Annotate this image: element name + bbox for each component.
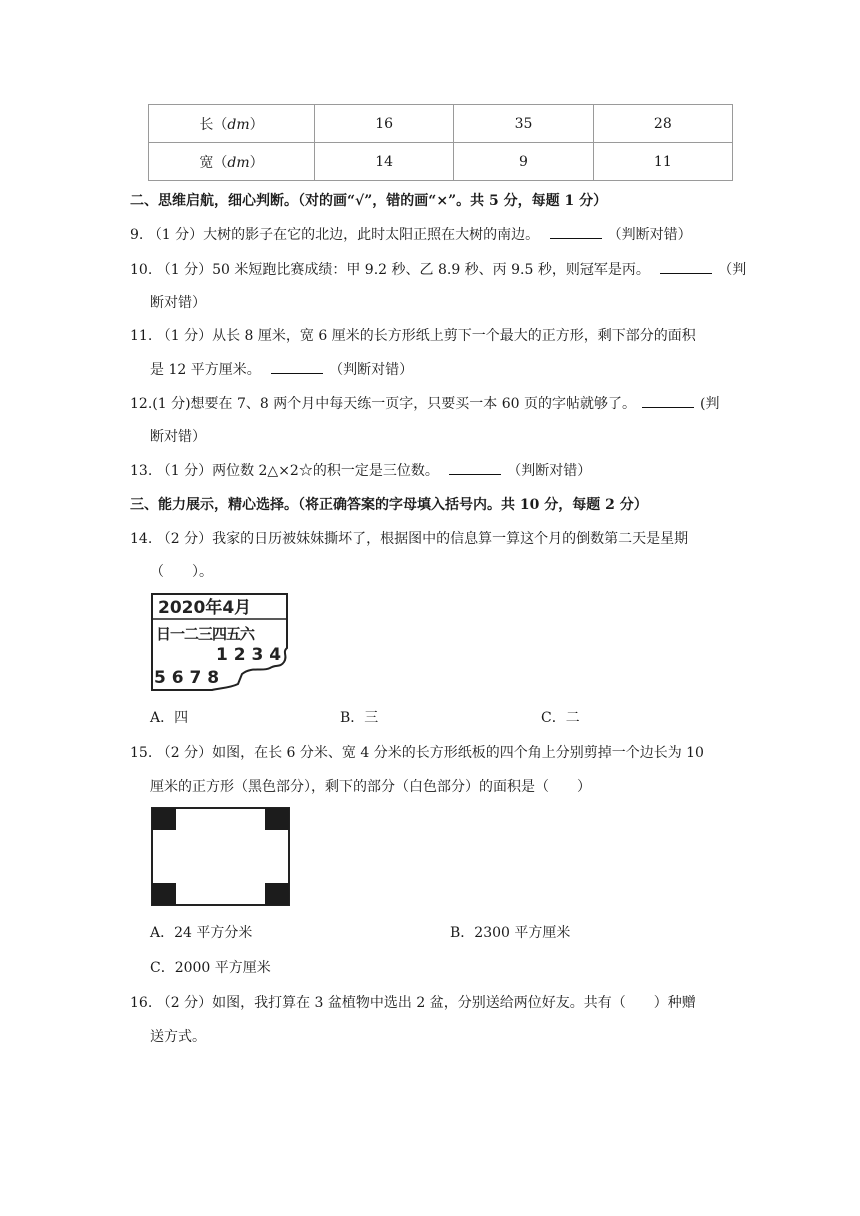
question-number: 15. (130, 745, 153, 761)
unit-label: dm (227, 154, 250, 171)
row-header: 长（dm） (149, 105, 315, 143)
question-text: 50 米短跑比赛成绩：甲 9.2 秒、乙 8.9 秒、丙 9.5 秒，则冠军是丙。 (212, 262, 650, 278)
question-number: 16. (130, 995, 153, 1011)
option-b[interactable]: B．2300 平方厘米 (450, 925, 571, 941)
answer-blank[interactable] (642, 395, 694, 408)
question-hint: （判断对错） (507, 463, 592, 479)
question-hint: （判断对错） (607, 227, 692, 243)
calendar-weekdays: 日一二三四五六 (156, 625, 255, 643)
question-text: 我家的日历被妹妹撕坏了，根据图中的信息算一算这个月的倒数第二天是星期 (212, 531, 689, 547)
option-c[interactable]: C．二 (541, 710, 580, 726)
option-a[interactable]: A．四 (150, 710, 189, 726)
row-label: 长 (199, 116, 214, 133)
question-text: 是 12 平方厘米。 (150, 362, 261, 378)
question-13 (130, 460, 591, 480)
corner-square-bottom-left (152, 883, 176, 905)
question-text: 想要在 7、8 两个月中每天练一页字，只要买一本 60 页的字帖就够了。 (190, 396, 636, 412)
question-9 (130, 224, 692, 244)
question-score: （2 分） (156, 531, 213, 547)
corner-square-top-right (265, 808, 289, 830)
question-15 (130, 742, 704, 762)
question-15-line2: 厘米的正方形（黑色部分），剩下的部分（白色部分）的面积是（ ） (150, 779, 591, 795)
question-text: 如图，我打算在 3 盆植物中选出 2 盆，分别送给两位好友。共有（ ）种赠 (212, 995, 696, 1011)
question-score: （2 分） (156, 745, 213, 761)
question-score: （1 分） (156, 262, 213, 278)
corner-square-bottom-right (265, 883, 289, 905)
question-number: 11. (130, 328, 153, 344)
question-10 (130, 259, 746, 279)
calendar-header: 2020年4月 (158, 598, 252, 618)
table-row (149, 143, 733, 181)
corner-square-top-left (152, 808, 176, 830)
question-14-line2: （ ）。 (150, 564, 213, 580)
cut-corners-rectangle-figure (150, 806, 292, 908)
question-hint: (判 (699, 396, 720, 412)
question-score: (1 分) (152, 396, 191, 412)
option-a[interactable]: A．24 平方分米 (150, 925, 253, 941)
question-score: （1 分） (156, 463, 213, 479)
answer-blank[interactable] (449, 462, 501, 475)
question-number: 9. (130, 227, 144, 243)
question-12 (130, 393, 719, 413)
question-score: （2 分） (156, 995, 213, 1011)
question-text: 如图，在长 6 分米、宽 4 分米的长方形纸板的四个角上分别剪掉一个边长为 10 (212, 745, 704, 761)
question-text: 大树的影子在它的北边，此时太阳正照在大树的南边。 (203, 227, 540, 243)
question-number: 10. (130, 262, 153, 278)
section-3-title: 三、能力展示，精心选择。（将正确答案的字母填入括号内。共 10 分，每题 2 分） (130, 497, 648, 513)
question-number: 13. (130, 463, 153, 479)
answer-blank[interactable] (660, 261, 712, 274)
row-label: 宽 (199, 154, 214, 171)
calendar-row-2: 5 6 7 8 (154, 668, 220, 688)
question-hint: （判断对错） (329, 362, 414, 378)
question-14 (130, 528, 688, 548)
answer-blank[interactable] (550, 226, 602, 239)
row-header: 宽（dm） (149, 143, 315, 181)
table-cell: 28 (593, 105, 732, 143)
question-11-line2 (150, 359, 413, 379)
question-12-line2: 断对错） (150, 429, 206, 445)
section-2-title: 二、思维启航，细心判断。（对的画“√”，错的画“×”。共 5 分，每题 1 分） (130, 193, 608, 209)
question-score: （1 分） (147, 227, 204, 243)
unit-label: dm (227, 116, 250, 133)
question-16-line2: 送方式。 (150, 1029, 206, 1045)
question-16 (130, 992, 696, 1012)
table-cell: 11 (593, 143, 732, 181)
question-10-line2: 断对错） (150, 295, 206, 311)
table-cell: 16 (315, 105, 454, 143)
table-cell: 14 (315, 143, 454, 181)
option-b[interactable]: B．三 (340, 710, 379, 726)
dimension-table (148, 104, 733, 181)
question-number: 14. (130, 531, 153, 547)
table-row (149, 105, 733, 143)
torn-calendar-figure (150, 592, 290, 694)
question-hint: （判 (718, 262, 747, 278)
question-text: 从长 8 厘米，宽 6 厘米的长方形纸上剪下一个最大的正方形，剩下部分的面积 (212, 328, 696, 344)
table-cell: 9 (454, 143, 593, 181)
calendar-row-1: 1 2 3 4 (216, 645, 282, 665)
answer-blank[interactable] (271, 361, 323, 374)
question-number: 12. (130, 396, 153, 412)
question-score: （1 分） (156, 328, 213, 344)
table-cell: 35 (454, 105, 593, 143)
question-11 (130, 325, 696, 345)
option-c[interactable]: C．2000 平方厘米 (150, 960, 271, 976)
question-text: 两位数 2△×2☆的积一定是三位数。 (212, 463, 439, 479)
